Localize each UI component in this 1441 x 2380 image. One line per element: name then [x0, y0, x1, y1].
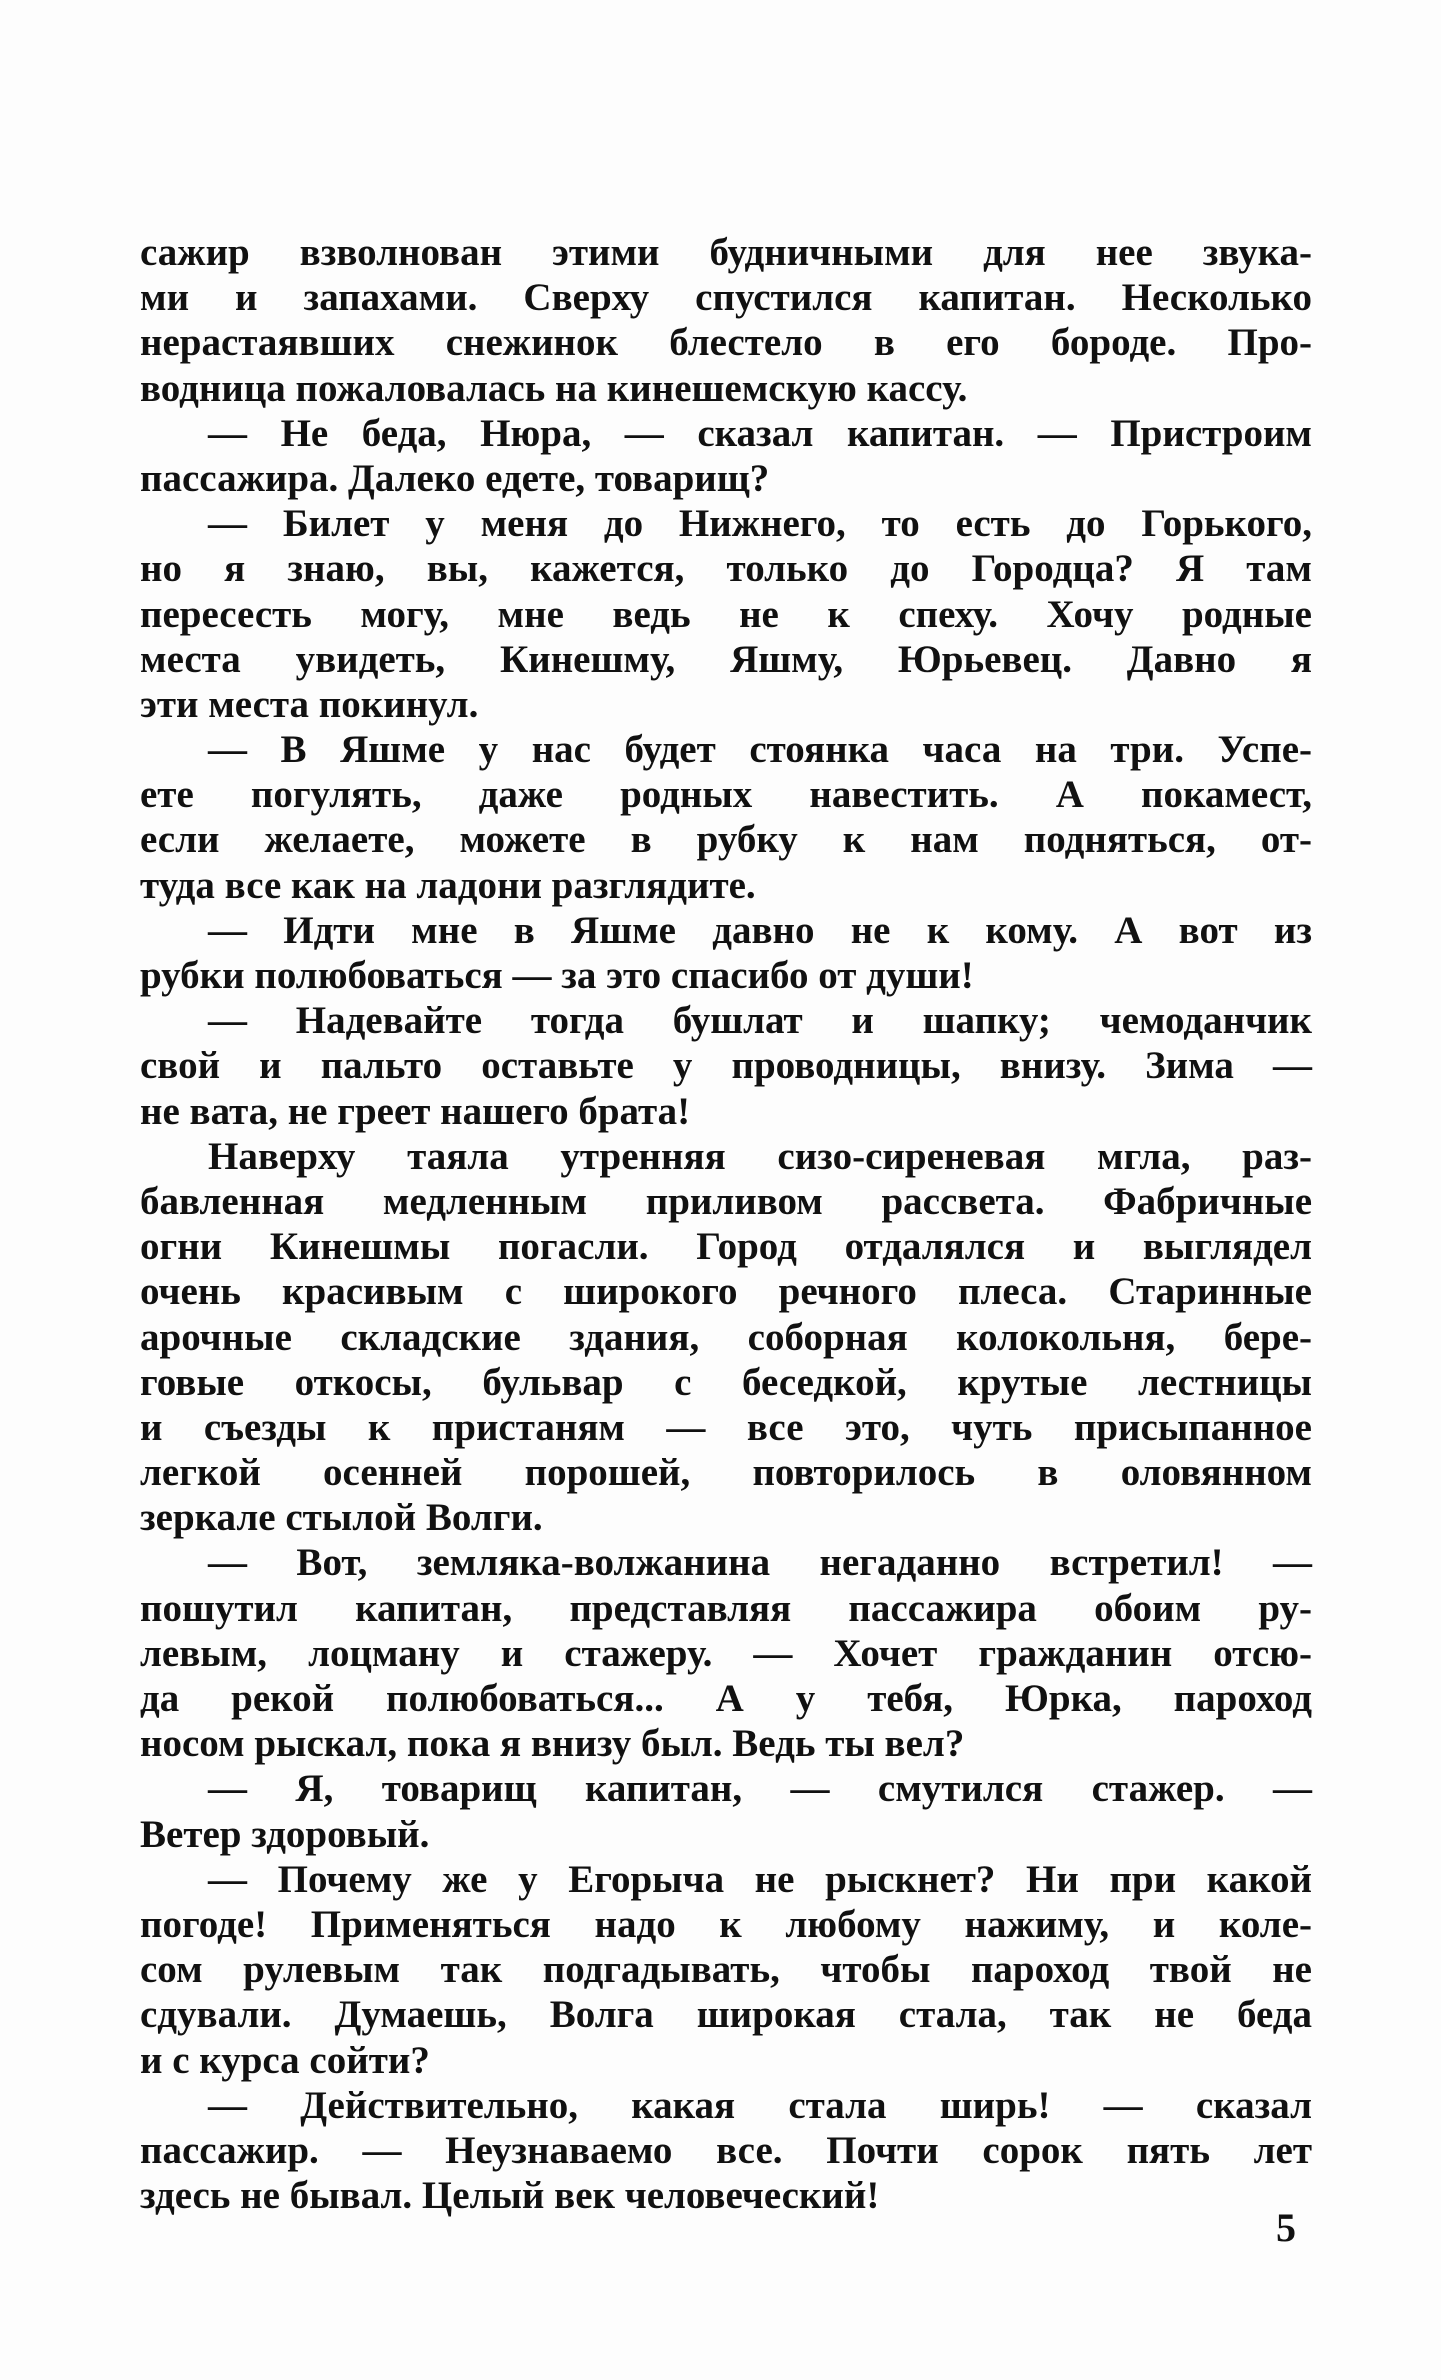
text-line: водница пожаловалась на кинешемскую кассу. — [140, 366, 968, 410]
text-line: нерастаявших снежинок блестело в его бороде. Про- — [140, 321, 1312, 365]
text-line: да рекой полюбоваться... А у тебя, Юрка, пароход — [140, 1677, 1312, 1720]
text-line: эти места покинул. — [140, 682, 479, 726]
text-line: легкой осенней порошей, повторилось в оловянном — [140, 1451, 1312, 1495]
text-line: ете погулять, даже родных навестить. А покамест, — [140, 773, 1312, 817]
text-line: очень красивым с широкого речного плеса. Старинные — [140, 1270, 1312, 1314]
text-line: пошутил капитан, представляя пассажира обоим ру- — [140, 1586, 1312, 1630]
text-line: пассажир. — Неузнаваемо все. Почти сорок пять лет — [140, 2128, 1312, 2172]
text-line: ми и запахами. Сверху спустился капитан. Несколько — [140, 276, 1312, 320]
text-line: — Я, товарищ капитан, — смутился стажер. — — [208, 1767, 1312, 1811]
text-line: если желаете, можете в рубку к нам подняться, от- — [140, 818, 1312, 862]
text-line: — Билет у меня до Нижнего, то есть до Горького, — [208, 502, 1312, 546]
text-line: — Почему же у Егорыча не рыскнет? Ни при какой — [208, 1857, 1312, 1901]
text-line: погоде! Применяться надо к любому нажиму, и коле- — [140, 1902, 1312, 1946]
text-line: места увидеть, Кинешму, Яшму, Юрьевец. Давно я — [140, 637, 1312, 681]
text-line: туда все как на ладони разглядите. — [140, 863, 756, 907]
text-line: Наверху таяла утренняя сизо-сиреневая мгла, раз- — [208, 1134, 1312, 1178]
text-line: но я знаю, вы, кажется, только до Городца? Я там — [140, 547, 1312, 591]
text-line: здесь не бывал. Целый век человеческий! — [140, 2174, 880, 2218]
body-text — [140, 230, 1312, 2218]
text-line: говые откосы, бульвар с беседкой, крутые лестницы — [140, 1360, 1312, 1404]
text-line: — Не беда, Нюра, — сказал капитан. — Пристроим — [208, 411, 1312, 455]
text-line: — Вот, земляка-волжанина негаданно встретил! — — [208, 1541, 1312, 1585]
text-line: зеркале стылой Волги. — [140, 1496, 543, 1540]
text-line: левым, лоцману и стажеру. — Хочет гражданин отсю- — [140, 1631, 1312, 1675]
text-line: пассажира. Далеко едете, товарищ? — [140, 456, 770, 500]
text-line: сдували. Думаешь, Волга широкая стала, так не беда — [140, 1993, 1312, 2037]
page-number: 5 — [1276, 2205, 1296, 2250]
text-line: свой и пальто оставьте у проводницы, внизу. Зима — — [140, 1044, 1312, 1088]
text-line: арочные складские здания, соборная колокольня, бере- — [140, 1315, 1312, 1359]
text-line: не вата, не греет нашего брата! — [140, 1089, 691, 1133]
text-line: и с курса сойти? — [140, 2038, 430, 2082]
text-line: пересесть могу, мне ведь не к спеху. Хочу родные — [140, 592, 1312, 636]
text-line: — Действительно, какая стала ширь! — сказал — [208, 2083, 1312, 2127]
text-line: Ветер здоровый. — [140, 1812, 430, 1856]
text-line: сажир взволнован этими будничными для нее звука- — [140, 231, 1312, 274]
text-line: бавленная медленным приливом рассвета. Фабричные — [140, 1179, 1312, 1223]
text-line: — Идти мне в Яшме давно не к кому. А вот из — [208, 908, 1312, 952]
text-line: — Надевайте тогда бушлат и шапку; чемоданчик — [208, 999, 1312, 1043]
text-line: — В Яшме у нас будет стоянка часа на три. Успе- — [208, 728, 1312, 772]
text-line: сом рулевым так подгадывать, чтобы пароход твой не — [140, 1948, 1312, 1992]
text-line: носом рыскал, пока я внизу был. Ведь ты вел? — [140, 1722, 965, 1766]
text-line: огни Кинешмы погасли. Город отдалялся и выглядел — [140, 1225, 1312, 1269]
text-line: рубки полюбоваться — за это спасибо от души! — [140, 954, 974, 997]
text-line: и съезды к пристаням — все это, чуть присыпанное — [140, 1405, 1312, 1449]
